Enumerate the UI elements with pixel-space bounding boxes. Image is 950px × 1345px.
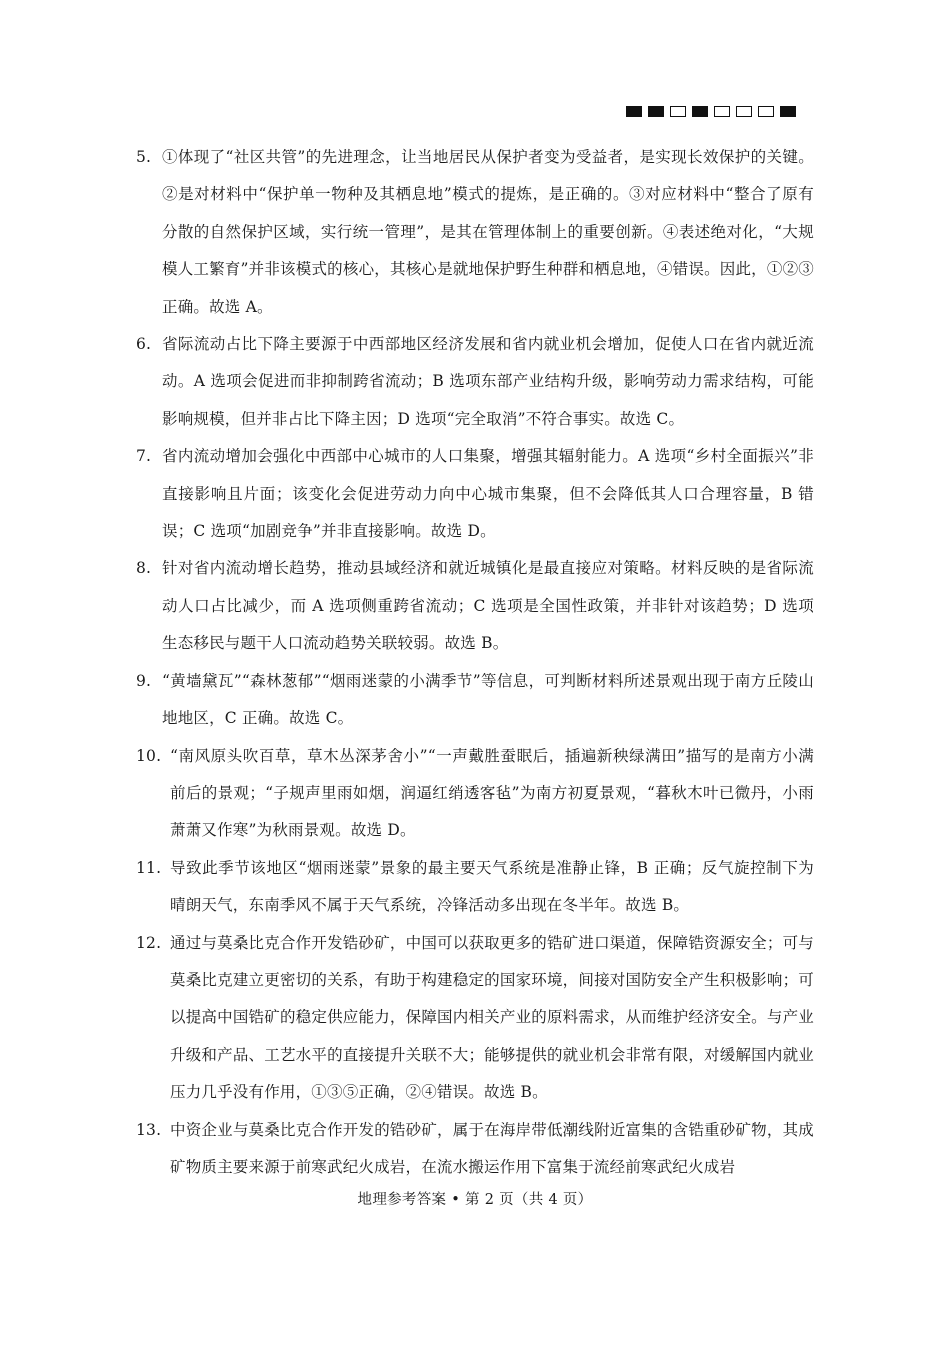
answer-item-13 bbox=[0, 1112, 814, 1187]
answer-number: 13. bbox=[136, 1120, 162, 1139]
header-mark bbox=[670, 106, 686, 117]
answer-number: 10. bbox=[136, 746, 162, 765]
answer-text: 通过与莫桑比克合作开发锆砂矿，中国可以获取更多的锆矿进口渠道，保障锆资源安全；可与莫桑比克建立更密切的关系，有助于构建稳定的国家环境，间接对国防安全产生积极影响；可以提高中国锆矿的稳定供应能力，保障国内相关产业的原料需求，从而维护经济安全。与产业升级和产品、工艺水平的直接提升关联不大；能够提供的就业机会非常有限，对缓解国内就业压力几乎没有作用，①③⑤正确，②④错误。故选 B。 bbox=[170, 933, 814, 1102]
header-mark bbox=[780, 106, 796, 117]
answer-number: 6. bbox=[136, 335, 152, 354]
answer-text: 针对省内流动增长趋势，推动县域经济和就近城镇化是最直接应对策略。材料反映的是省际流动人口占比减少，而 A 选项侧重跨省流动；C 选项是全国性政策，并非针对该趋势；D 选项生态移民与题干人口流动趋势关联较弱。故选 B。 bbox=[162, 559, 814, 653]
header-mark bbox=[736, 106, 752, 117]
header-mark bbox=[692, 106, 708, 117]
answer-text: 中资企业与莫桑比克合作开发的锆砂矿，属于在海岸带低潮线附近富集的含锆重砂矿物，其成矿物质主要来源于前寒武纪火成岩，在流水搬运作用下富集于流经前寒武纪火成岩 bbox=[170, 1120, 814, 1176]
answer-item-10 bbox=[0, 738, 814, 850]
header-marks bbox=[626, 106, 796, 117]
answer-item-8 bbox=[0, 550, 814, 662]
answer-number: 11. bbox=[136, 858, 162, 877]
answer-item-5 bbox=[0, 139, 814, 326]
answer-number: 9. bbox=[136, 671, 152, 690]
answer-text: “南风原头吹百草，草木丛深茅舍小”“一声戴胜蚕眠后，插遍新秧绿满田”描写的是南方小满前后的景观；“子规声里雨如烟，润逼红绡透客毡”为南方初夏景观，“暮秋木叶已微丹，小雨萧萧又作寒”为秋雨景观。故选 D。 bbox=[170, 746, 814, 840]
answer-item-6 bbox=[0, 326, 814, 438]
answer-number: 12. bbox=[136, 933, 162, 952]
header-mark bbox=[648, 106, 664, 117]
answer-list bbox=[0, 139, 950, 1186]
answer-number: 8. bbox=[136, 559, 152, 578]
header-mark bbox=[626, 106, 642, 117]
answer-text: 省内流动增加会强化中西部中心城市的人口集聚，增强其辐射能力。A 选项“乡村全面振兴”非直接影响且片面；该变化会促进劳动力向中心城市集聚，但不会降低其人口合理容量，B 错误；C 选项“加剧竞争”并非直接影响。故选 D。 bbox=[162, 447, 814, 541]
answer-number: 7. bbox=[136, 447, 152, 466]
answer-item-7 bbox=[0, 438, 814, 550]
answer-text: “黄墙黛瓦”“森林葱郁”“烟雨迷蒙的小满季节”等信息，可判断材料所述景观出现于南方丘陵山地地区，C 正确。故选 C。 bbox=[162, 671, 814, 728]
header-mark bbox=[758, 106, 774, 117]
answer-text: 省际流动占比下降主要源于中西部地区经济发展和省内就业机会增加，促使人口在省内就近流动。A 选项会促进而非抑制跨省流动；B 选项东部产业结构升级，影响劳动力需求结构，可能影响规模，但并非占比下降主因；D 选项“完全取消”不符合事实。故选 C。 bbox=[162, 335, 814, 428]
header-mark bbox=[714, 106, 730, 117]
answer-number: 5. bbox=[136, 148, 152, 166]
answer-text: 导致此季节该地区“烟雨迷蒙”景象的最主要天气系统是准静止锋，B 正确；反气旋控制下为晴朗天气，东南季风不属于天气系统，冷锋活动多出现在冬半年。故选 B。 bbox=[170, 858, 814, 915]
answer-item-12 bbox=[0, 925, 814, 1112]
answer-item-9 bbox=[0, 663, 814, 738]
answer-text: ①体现了“社区共管”的先进理念，让当地居民从保护者变为受益者，是实现长效保护的关键。②是对材料中“保护单一物种及其栖息地”模式的提炼，是正确的。③对应材料中“整合了原有分散的自然保护区域，实行统一管理”，是其在管理体制上的重要创新。④表述绝对化，“大规模人工繁育”并非该模式的核心，其核心是就地保护野生种群和栖息地，④错误。因此，①②③正确。故选 A。 bbox=[162, 148, 814, 316]
answer-item-11 bbox=[0, 850, 814, 925]
page-footer: 地理参考答案 • 第 2 页（共 4 页） bbox=[357, 1192, 593, 1208]
